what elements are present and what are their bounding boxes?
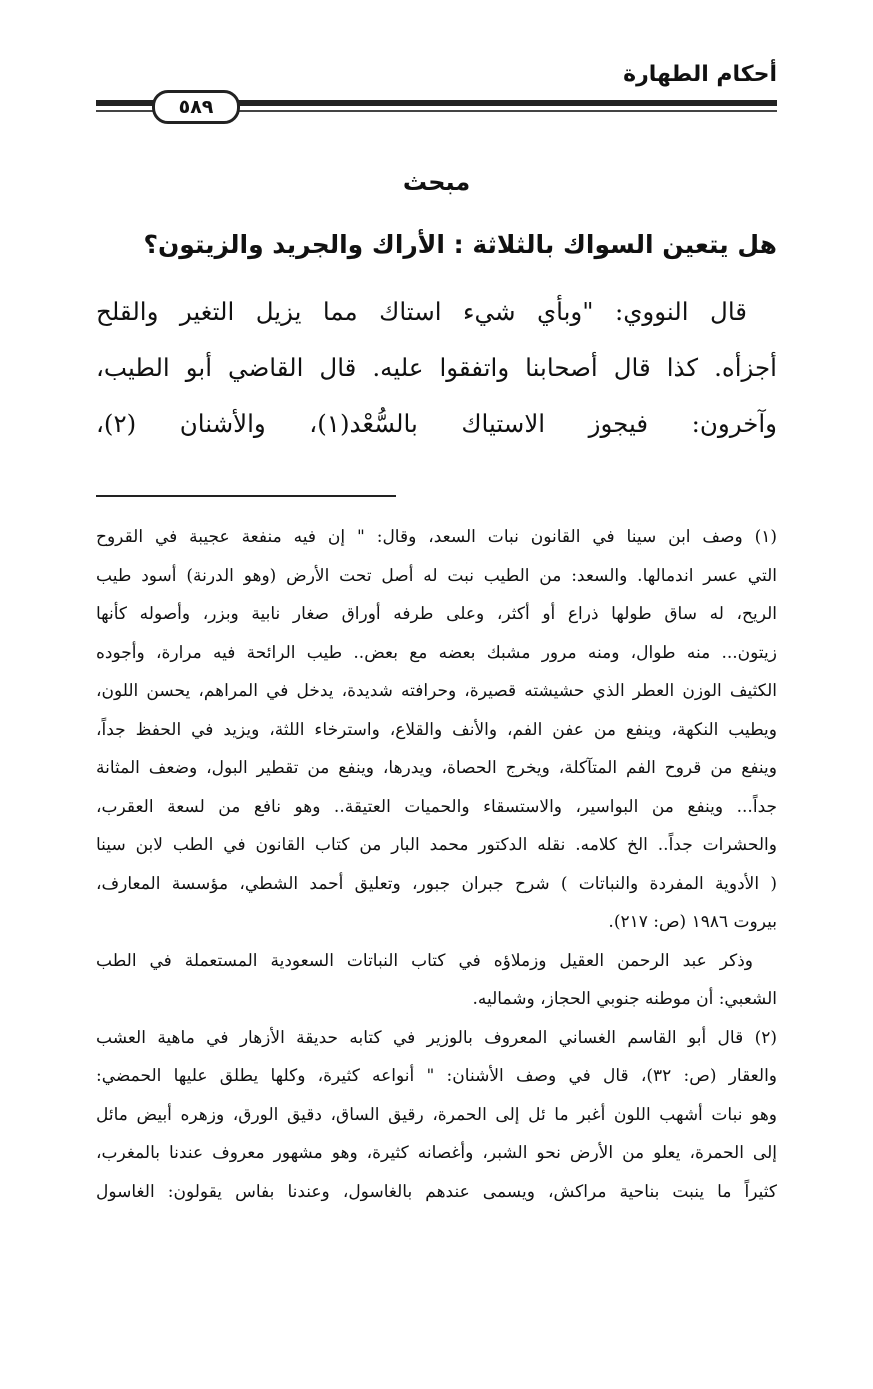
footnote-line: إلى الحمرة، يعلو من الأرض نحو الشبر، وأغصانه كثيرة، وهو مشهور معروف عندنا بالمغرب، <box>96 1143 777 1163</box>
footnote-line: زيتون... منه طوال، ومنه مرور مشبك بعضه مع بعض.. طيب الرائحة فيه مرارة، وأجوده <box>96 642 777 663</box>
footnote-line: وينفع من قروح الفم المتآكلة، ويخرج الحصاة، ويدرها، وينفع من تقطير البول، وضعف المثانة <box>96 758 777 778</box>
running-title: أحكام الطهارة <box>623 62 777 87</box>
body-text <box>96 284 777 452</box>
footnotes <box>96 518 777 1211</box>
footnote-line: (١) وصف ابن سينا في القانون نبات السعد، وقال: " إن فيه منفعة عجيبة في القروح <box>96 527 777 547</box>
footnote-line: وهو نبات أشهب اللون أغبر ما ئل إلى الحمرة، رقيق الساق، دقيق الورق، وزهره أبيض مائل <box>96 1104 777 1125</box>
footnote-1-continuation <box>96 942 777 1019</box>
footnote-line: والحشرات جداً.. الخ كلامه. نقله الدكتور محمد البار من كتاب القانون في الطب لابن سينا <box>96 835 777 855</box>
footnote-line: الكثيف الوزن العطر الذي حشيشته قصيرة، وحرافته شديدة، يدخل في المراهم، يحسن اللون، <box>96 681 777 701</box>
footnote-line: ويطيب النكهة، وينفع من عفن الفم، والأنف والقلاع، واسترخاء اللثة، ويزيد في الحفظ جداً، <box>96 719 777 740</box>
section-label: مبحث <box>402 168 471 196</box>
footnote-line: بيروت ١٩٨٦ (ص: ٢١٧). <box>608 912 777 932</box>
body-line: أجزأه. كذا قال أصحابنا واتفقوا عليه. قال القاضي أبو الطيب، <box>96 353 777 382</box>
footnote-line: وذكر عبد الرحمن العقيل وزملاؤه في كتاب النباتات السعودية المستعملة في الطب <box>96 950 753 971</box>
page-number: ٥٨٩ <box>152 90 240 124</box>
footnote-line: كثيراً ما ينبت بناحية مراكش، ويسمى عندهم بالغاسول، وعندنا بفاس يقولون: الغاسول <box>96 1181 777 1202</box>
footnote-line: الشعبي: أن موطنه جنوبي الحجاز، وشماليه. <box>472 989 777 1009</box>
footnote-2 <box>96 1019 777 1212</box>
footnote-line: ( الأدوية المفردة والنباتات ) شرح جبران جبور، وتعليق أحمد الشطي، مؤسسة المعارف، <box>96 873 777 894</box>
footnote-1 <box>96 518 777 942</box>
footnote-line: الريح، له ساق طولها ذراع أو أكثر، وعلى طرفه أوراق صغار نابية وبزر، وأصوله كأنها <box>96 604 777 624</box>
question-heading: هل يتعين السواك بالثلاثة : الأراك والجريد والزيتون؟ <box>143 230 777 259</box>
body-line: قال النووي: "وبأي شيء استاك مما يزيل التغير والقلح <box>96 297 747 326</box>
footnote-line: والعقار (ص: ٣٢)، قال في وصف الأشنان: " أنواعه كثيرة، وكلها يطلق عليها الحمضي: <box>96 1066 777 1086</box>
body-line: وآخرون: فيجوز الاستياك بالسُّعْد(١)، والأشنان (٢)، <box>96 409 777 438</box>
footnote-line: التي عسر اندمالها. والسعد: من الطيب نبت له أصل تحت الأرض (وهو الدرنة) أسود طيب <box>96 565 777 586</box>
footnote-separator <box>96 495 396 497</box>
footnote-line: جداً... وينفع من البواسير، والاستسقاء والحميات العتيقة.. وهو نافع من لسعة العقرب، <box>96 796 777 817</box>
footnote-line: (٢) قال أبو القاسم الغساني المعروف بالوزير في كتابه حديقة الأزهار في ماهية العشب <box>96 1027 777 1048</box>
